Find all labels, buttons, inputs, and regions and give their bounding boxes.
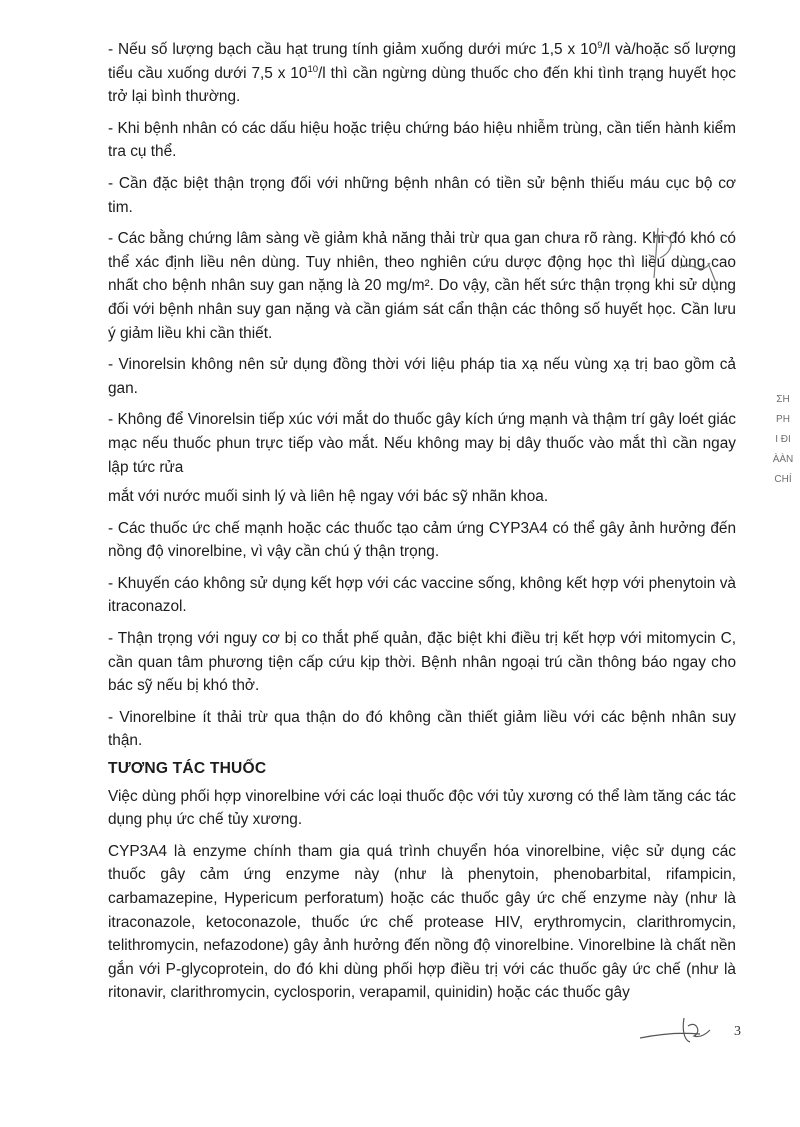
handwritten-mark-icon <box>640 218 730 298</box>
paragraph-cyp3a4-caution: - Các thuốc ức chế mạnh hoặc các thuốc tạo cảm ứng CYP3A4 có thể gây ảnh hưởng đến nồng độ vinorelbine, vì vậy cần chú ý thận trọng. <box>108 519 736 561</box>
paragraph-vaccines: - Khuyến cáo không sử dụng kết hợp với các vaccine sống, không kết hợp với phenytoin và itraconazol. <box>108 574 736 616</box>
margin-stamp: ΣH PH I ĐI ÀÀN CHÍ <box>772 394 794 485</box>
paragraph-infection-check: - Khi bệnh nhân có các dấu hiệu hoặc triệu chứng báo hiệu nhiễm trùng, cần tiến hành kiểm tra cụ thể. <box>108 119 736 161</box>
section-heading-interactions: TƯƠNG TÁC THUỐC <box>108 760 267 778</box>
paragraph-myelosuppression: Việc dùng phối hợp vinorelbine với các loại thuốc độc với tủy xương có thể làm tăng các tác dụng phụ ức chế tủy xương. <box>108 787 736 829</box>
signature-icon <box>640 1010 730 1050</box>
page-number: 3 <box>734 1024 741 1039</box>
document-page <box>108 38 736 1013</box>
paragraph-renal: - Vinorelbine ít thải trừ qua thận do đó không cần thiết giảm liều với các bệnh nhân suy thận. <box>108 708 736 750</box>
paragraph-ischemic-heart: - Cần đặc biệt thận trọng đối với những bệnh nhân có tiền sử bệnh thiếu máu cục bộ cơ tim. <box>108 174 736 216</box>
paragraph-eye-contact: - Không để Vinorelsin tiếp xúc với mắt do thuốc gây kích ứng mạnh và thậm trí gây loét giác mạc nếu thuốc phun trực tiếp vào mắt. Nếu không may bị dây thuốc vào mắt thì cần ngay lập tức rửa <box>108 411 736 476</box>
paragraph-eye-rinse: mắt với nước muối sinh lý và liên hệ ngay với bác sỹ nhãn khoa. <box>108 488 549 506</box>
paragraph-radiation: - Vinorelsin không nên sử dụng đồng thời với liệu pháp tia xạ nếu vùng xạ trị bao gồm cả gan. <box>108 356 736 397</box>
paragraph-liver-impairment: - Các bằng chứng lâm sàng về giảm khả năng thải trừ qua gan chưa rõ ràng. Khi đó khó có thể xác định liều nên dùng. Tuy nhiên, theo nghiên cứu dược động học thì liều dùng cao nhất cho bệnh nhân suy gan nặng là 20 mg/m². Do vậy, cần hết sức thận trọng khi sử dụng đối với bệnh nhân suy gan nặng và cần giám sát cẩn thận các thông số huyết học. Cần lưu ý giảm liều khi cần thiết. <box>108 230 736 342</box>
paragraph-bronchospasm: - Thận trọng với nguy cơ bị co thắt phế quản, đặc biệt khi điều trị kết hợp với mitomycin C, cần quan tâm phương tiện cấp cứu kịp thời. Bệnh nhân ngoại trú cần thông báo ngay cho bác sỹ nếu bị khó thở. <box>108 630 736 695</box>
paragraph-neutrophil-warning: - Nếu số lượng bạch cầu hạt trung tính giảm xuống dưới mức 1,5 x $10^9/l$ và/hoặc số lượng tiểu cầu xuống dưới 7,5 x $10^{10}/l$ thì cần ngừng dùng thuốc cho đến khi tình trạng huyết học trở lại bình thường. <box>108 40 737 106</box>
paragraph-cyp3a4-interactions: CYP3A4 là enzyme chính tham gia quá trình chuyển hóa vinorelbine, việc sử dụng các thuốc gây cảm ứng enzyme này (như là phenytoin, phenobarbital, rifampicin, carbamazepine, Hypericum perforatum) hoặc các thuốc gây ức chế enzyme này (như là itraconazole, ketoconazole, thuốc ức chế protease HIV, erythromycin, clarithromycin, telithromycin, nefazodone) gây ảnh hưởng đến nồng độ vinorelbine. Vinorelbine là chất nền gắn với P-glycoprotein, do đó khi dùng phối hợp điều trị với các thuốc gây ức chế (như là ritonavir, clarithromycin, cyclosporin, verapamil, quinidin) hoặc các thuốc gây <box>108 842 736 1002</box>
